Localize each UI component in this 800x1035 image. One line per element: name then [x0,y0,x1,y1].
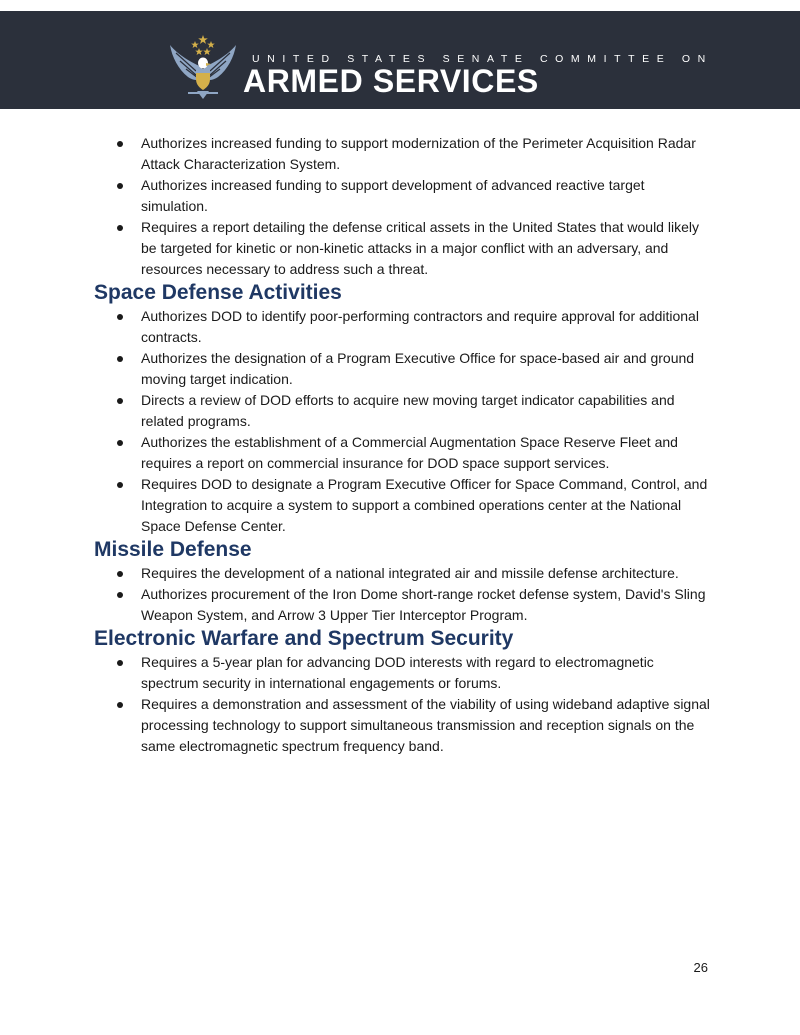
bullet-icon [117,660,123,666]
bullet-icon [117,702,123,708]
bullet-icon [117,314,123,320]
page-number: 26 [693,960,708,975]
section-heading-space-defense: Space Defense Activities [94,281,342,304]
header-banner [0,11,800,109]
intro-bullet-list [94,133,714,280]
bullet-icon [117,225,123,231]
bullet-icon [117,141,123,147]
list-item: Requires a report detailing the defense critical assets in the United States that would likely be targeted for kinetic or non-kinetic attacks in a major conflict with an adversary, and resources necessary to address such a threat. [94,217,714,280]
electronic-warfare-bullet-list [94,652,714,757]
bullet-icon [117,592,123,598]
list-item: Authorizes procurement of the Iron Dome short-range rocket defense system, David's Sling Weapon System, and Arrow 3 Upper Tier Interceptor Program. [94,584,714,626]
bullet-icon [117,440,123,446]
section-heading-missile-defense: Missile Defense [94,538,252,561]
committee-title: ARMED SERVICES [243,63,539,99]
bullet-icon [117,398,123,404]
list-item: Authorizes increased funding to support development of advanced reactive target simulation. [94,175,714,217]
bullet-icon [117,482,123,488]
list-item: Requires the development of a national integrated air and missile defense architecture. [94,563,714,584]
list-item: Authorizes the designation of a Program Executive Office for space-based air and ground moving target indication. [94,348,714,390]
space-defense-bullet-list [94,306,714,537]
list-item: Authorizes increased funding to support modernization of the Perimeter Acquisition Radar Attack Characterization System. [94,133,714,175]
list-item: Requires a demonstration and assessment of the viability of using wideband adaptive signal processing technology to support simultaneous transmission and reception signals on the same electromagnetic spectrum frequency band. [94,694,714,757]
list-item: Directs a review of DOD efforts to acquire new moving target indicator capabilities and related programs. [94,390,714,432]
list-item: Authorizes DOD to identify poor-performing contractors and require approval for additional contracts. [94,306,714,348]
list-item: Requires DOD to designate a Program Executive Officer for Space Command, Control, and Integration to acquire a system to support a combined operations center at the National Space Defense Center. [94,474,714,537]
bullet-icon [117,571,123,577]
eagle-emblem-icon [166,33,240,103]
list-item: Authorizes the establishment of a Commercial Augmentation Space Reserve Fleet and requires a report on commercial insurance for DOD space support services. [94,432,714,474]
bullet-icon [117,356,123,362]
document-body [94,133,714,757]
bullet-icon [117,183,123,189]
committee-subtitle: UNITED STATES SENATE COMMITTEE ON [252,53,713,65]
list-item: Requires a 5-year plan for advancing DOD interests with regard to electromagnetic spectrum security in international engagements or forums. [94,652,714,694]
section-heading-electronic-warfare: Electronic Warfare and Spectrum Security [94,627,514,650]
missile-defense-bullet-list [94,563,714,626]
